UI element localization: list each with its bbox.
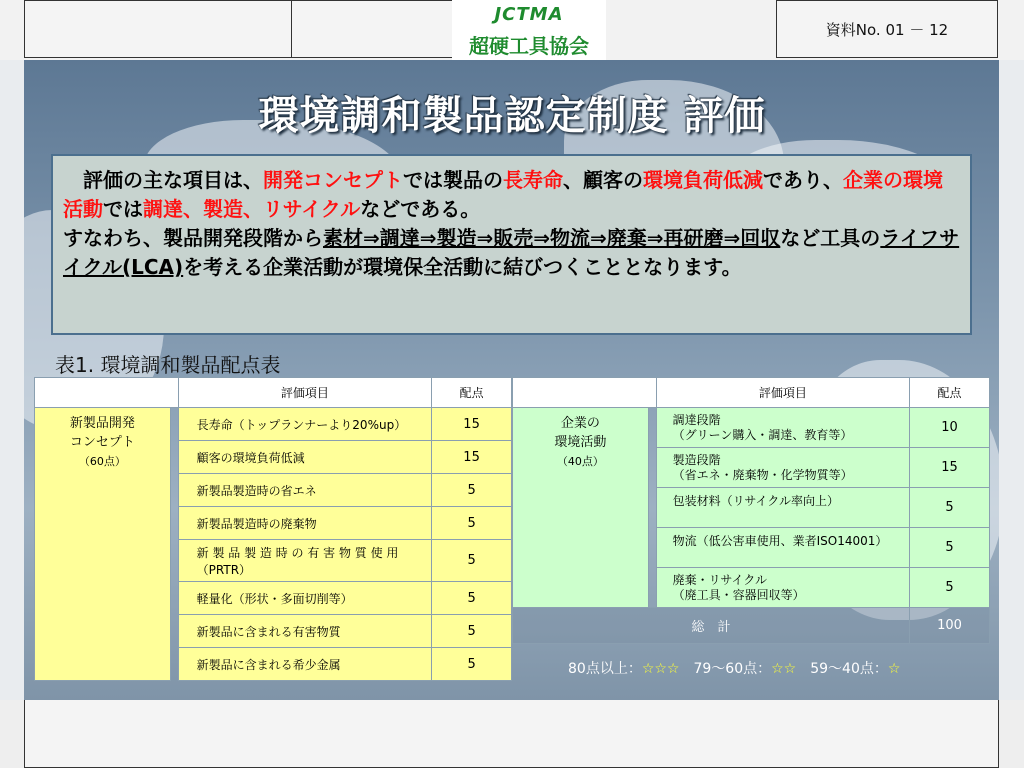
item-text-2: （グリーン購入・調達、教育等）: [672, 427, 853, 442]
item-cell: 新製品製造時の省エネ: [178, 474, 432, 507]
summary-highlight-procure: 調達、製造、リサイクル: [143, 197, 361, 221]
summary-highlight-concept: 開発コンセプト: [263, 168, 403, 192]
summary-text-2: では製品の: [403, 168, 503, 192]
item-text-2: （PRTR）: [196, 562, 252, 577]
table-caption: 表1. 環境調和製品配点表: [55, 353, 281, 377]
item-cell: 包装材料（リサイクル率向上）: [656, 488, 910, 528]
item-text: 調達段階: [672, 412, 721, 427]
total-label: 総 計: [513, 608, 910, 644]
total-row: [513, 608, 990, 644]
item-cell: [178, 540, 432, 582]
category-cell: [513, 408, 649, 608]
category-cell: [35, 408, 171, 681]
summary-box: [51, 154, 972, 335]
legend-label-60: 79～60点：: [679, 661, 772, 677]
header-score: 配点: [910, 378, 990, 408]
summary-text-3: 、顧客の: [563, 168, 643, 192]
item-cell: 新製品に含まれる希少金属: [178, 648, 432, 681]
item-cell: 新製品に含まれる有害物質: [178, 615, 432, 648]
table-row: [513, 408, 990, 448]
score-cell: 5: [432, 582, 512, 615]
score-cell: 5: [432, 648, 512, 681]
summary-text-4: であり、: [763, 168, 843, 192]
summary-text-6: などである。: [360, 197, 481, 221]
logo-text-jp: 超硬工具協会: [469, 34, 589, 58]
jctma-logo: [452, 0, 606, 60]
summary-highlight-activity: 企業の環境活動: [63, 168, 943, 221]
rating-legend: [568, 658, 900, 678]
logo-text-en: JCTMA: [494, 4, 564, 25]
item-cell: 新製品製造時の廃棄物: [178, 507, 432, 540]
category-label-2: コンセプト: [69, 435, 135, 450]
item-cell: [656, 568, 910, 608]
category-label: 新製品開発: [69, 416, 135, 431]
header-blank: [35, 378, 179, 408]
item-text: 新 製 品 製 造 時 の 有 害 物 質 使 用: [196, 545, 399, 560]
slide-title: 環境調和製品認定制度 評価: [258, 93, 766, 139]
table-header-row: [35, 378, 512, 408]
header-cell-right: [776, 0, 998, 58]
star-icon-3: ☆☆☆: [641, 661, 680, 677]
footer-frame: [24, 700, 999, 768]
header-score: 配点: [432, 378, 512, 408]
item-cell: 物流（低公害車使用、業者ISO14001）: [656, 528, 910, 568]
star-icon-2: ☆☆: [771, 661, 797, 677]
category-label-2: 環境活動: [554, 435, 607, 450]
header-item: 評価項目: [178, 378, 432, 408]
left-score-table: [34, 377, 512, 681]
score-cell: 5: [910, 568, 990, 608]
table-header-row: [513, 378, 990, 408]
summary-flow: 素材⇒調達⇒製造⇒販売⇒物流⇒廃棄⇒再研磨⇒回収: [323, 226, 781, 250]
summary-lca: ライフサイクル(LCA): [63, 226, 960, 279]
item-cell: 長寿命（トップランナーより20%up）: [178, 408, 432, 441]
score-cell: 10: [910, 408, 990, 448]
score-cell: 5: [432, 507, 512, 540]
item-text-2: （廃工具・容器回収等）: [672, 587, 805, 602]
score-cell: 5: [910, 488, 990, 528]
legend-label-80: 80点以上：: [568, 661, 642, 677]
category-label: 企業の: [560, 416, 600, 431]
category-points: （40点）: [556, 455, 604, 468]
legend-label-40: 59～40点：: [796, 661, 888, 677]
summary-text-5: では: [103, 197, 143, 221]
item-text: 製造段階: [672, 452, 721, 467]
total-value: 100: [910, 608, 990, 644]
score-cell: 5: [432, 474, 512, 507]
score-cell: 15: [432, 441, 512, 474]
document-number: 資料No. 01 － 12: [825, 21, 949, 39]
item-cell: [656, 408, 910, 448]
summary-text-1: 評価の主な項目は、: [83, 168, 263, 192]
item-text-2: （省エネ・廃棄物・化学物質等）: [672, 467, 853, 482]
column-gap: [170, 408, 178, 681]
item-text: 廃棄・リサイクル: [672, 572, 767, 587]
score-cell: 15: [910, 448, 990, 488]
right-score-table: [512, 377, 990, 644]
summary-highlight-longlife: 長寿命: [503, 168, 563, 192]
score-cell: 5: [432, 540, 512, 582]
header-item: 評価項目: [656, 378, 910, 408]
table-row: [35, 408, 512, 441]
score-cell: 5: [910, 528, 990, 568]
star-icon-1: ☆: [887, 661, 901, 677]
item-cell: 顧客の環境負荷低減: [178, 441, 432, 474]
summary-text-9: を考える企業活動が環境保全活動に結びつくこととなります。: [183, 255, 742, 279]
item-cell: 軽量化（形状・多面切削等）: [178, 582, 432, 615]
header-blank: [513, 378, 657, 408]
item-cell: [656, 448, 910, 488]
summary-text-7: すなわち、製品開発段階から: [63, 226, 323, 250]
summary-highlight-load: 環境負荷低減: [643, 168, 763, 192]
header-cell-middle: [291, 0, 453, 58]
category-points: （60点）: [78, 455, 126, 468]
score-cell: 15: [432, 408, 512, 441]
column-gap: [648, 408, 656, 608]
score-cell: 5: [432, 615, 512, 648]
summary-text-8: など工具の: [780, 226, 881, 250]
header-cell-left: [24, 0, 292, 58]
